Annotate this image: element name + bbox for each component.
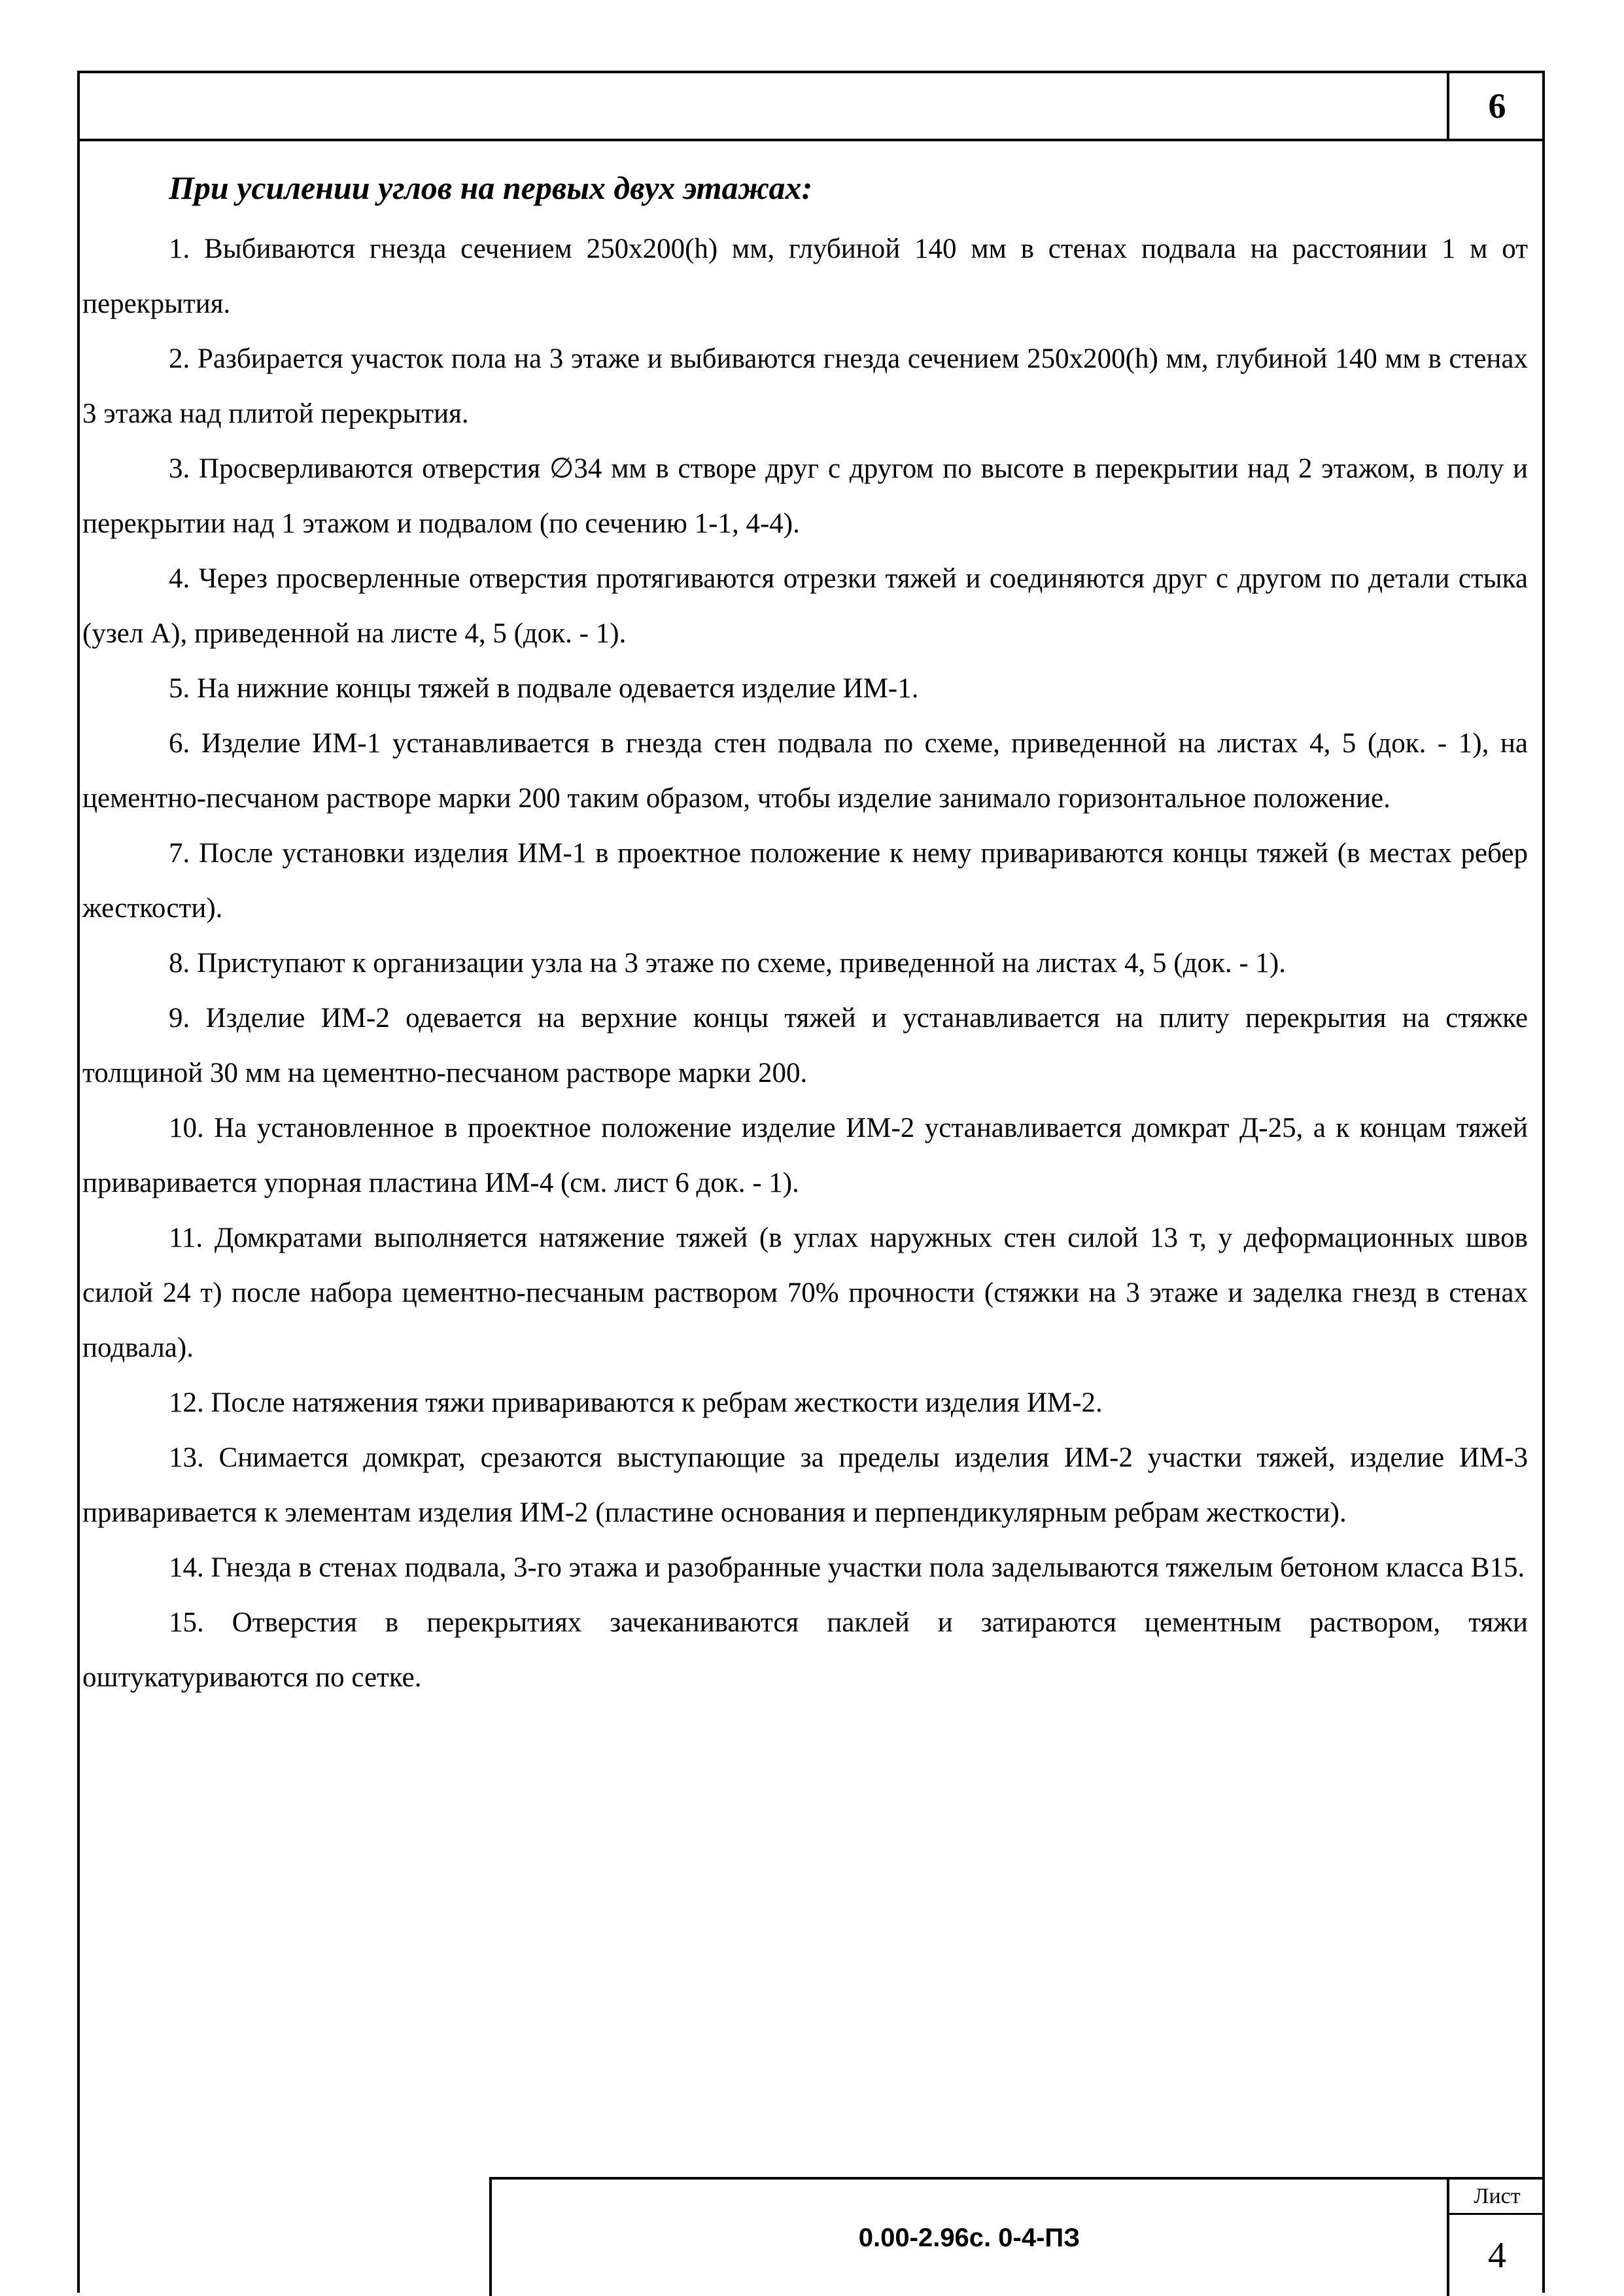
- paragraph-14: 14. Гнезда в стенах подвала, 3-го этажа и разобранные участки пола заделываются тяжелым бетоном класса В15.: [169, 1552, 1525, 1583]
- paragraph-4: 4. Через просверленные отверстия протягиваются отрезки тяжей и соединяются друг с другом по детали стыка (узел А), приведенной на листе 4, 5 (док. - 1).: [82, 563, 1528, 649]
- paragraph-11: 11. Домкратами выполняется натяжение тяжей (в углах наружных стен силой 13 т, у деформационных швов силой 24 т) после набора цементно-песчаным раствором 70% прочности (стяжки на 3 этаже и заделка гнезд в стенах подвала).: [82, 1223, 1528, 1363]
- paragraph-15: 15. Отверстия в перекрытиях зачеканиваются паклей и затираются цементным раствором, тяжи оштукатуриваются по сетке.: [82, 1607, 1528, 1693]
- paragraph-7: 7. После установки изделия ИМ-1 в проектное положение к нему привариваются концы тяжей (в местах ребер жесткости).: [82, 838, 1528, 924]
- section-heading: При усилении углов на первых двух этажах:: [169, 169, 813, 206]
- document-body: [82, 154, 1528, 1705]
- header-divider: [77, 139, 1545, 141]
- document-code: 0.00-2.96с. 0-4-ПЗ: [858, 2223, 1080, 2252]
- paragraph-9: 9. Изделие ИМ-2 одевается на верхние концы тяжей и устанавливается на плиту перекрытия на стяжке толщиной 30 мм на цементно-песчаном растворе марки 200.: [82, 1003, 1528, 1088]
- paragraph-8: 8. Приступают к организации узла на 3 этаже по схеме, приведенной на листах 4, 5 (док. - 1).: [169, 948, 1286, 979]
- page-number: 6: [1447, 71, 1545, 141]
- sheet-number: 4: [1488, 2235, 1506, 2276]
- sheet-cell: [1447, 2180, 1545, 2296]
- paragraph-6: 6. Изделие ИМ-1 устанавливается в гнезда стен подвала по схеме, приведенной на листах 4, 5 (док. - 1), на цементно-песчаном растворе марки 200 таким образом, чтобы изделие занимало горизонтальное положение.: [82, 728, 1528, 814]
- sheet-label: Лист: [1449, 2180, 1545, 2215]
- title-block: [489, 2177, 1545, 2296]
- paragraph-1: 1. Выбиваются гнезда сечением 250х200(h) мм, глубиной 140 мм в стенах подвала на расстоянии 1 м от перекрытия.: [82, 234, 1528, 319]
- paragraph-13: 13. Снимается домкрат, срезаются выступающие за пределы изделия ИМ-2 участки тяжей, изделие ИМ-3 приваривается к элементам изделия ИМ-2 (пластине основания и перпендикулярным ребрам жесткости).: [82, 1442, 1528, 1528]
- paragraph-3: 3. Просверливаются отверстия ∅34 мм в створе друг с другом по высоте в перекрытии над 2 этажом, в полу и перекрытии над 1 этажом и подвалом (по сечению 1-1, 4-4).: [82, 453, 1528, 539]
- paragraph-5: 5. На нижние концы тяжей в подвале одевается изделие ИМ-1.: [169, 673, 919, 704]
- paragraph-12: 12. После натяжения тяжи привариваются к ребрам жесткости изделия ИМ-2.: [169, 1387, 1103, 1418]
- paragraph-10: 10. На установленное в проектное положение изделие ИМ-2 устанавливается домкрат Д-25, а к концам тяжей приваривается упорная пластина ИМ-4 (см. лист 6 док. - 1).: [82, 1113, 1528, 1198]
- paragraph-2: 2. Разбирается участок пола на 3 этаже и выбиваются гнезда сечением 250х200(h) мм, глубиной 140 мм в стенах 3 этажа над плитой перекрытия.: [82, 343, 1528, 429]
